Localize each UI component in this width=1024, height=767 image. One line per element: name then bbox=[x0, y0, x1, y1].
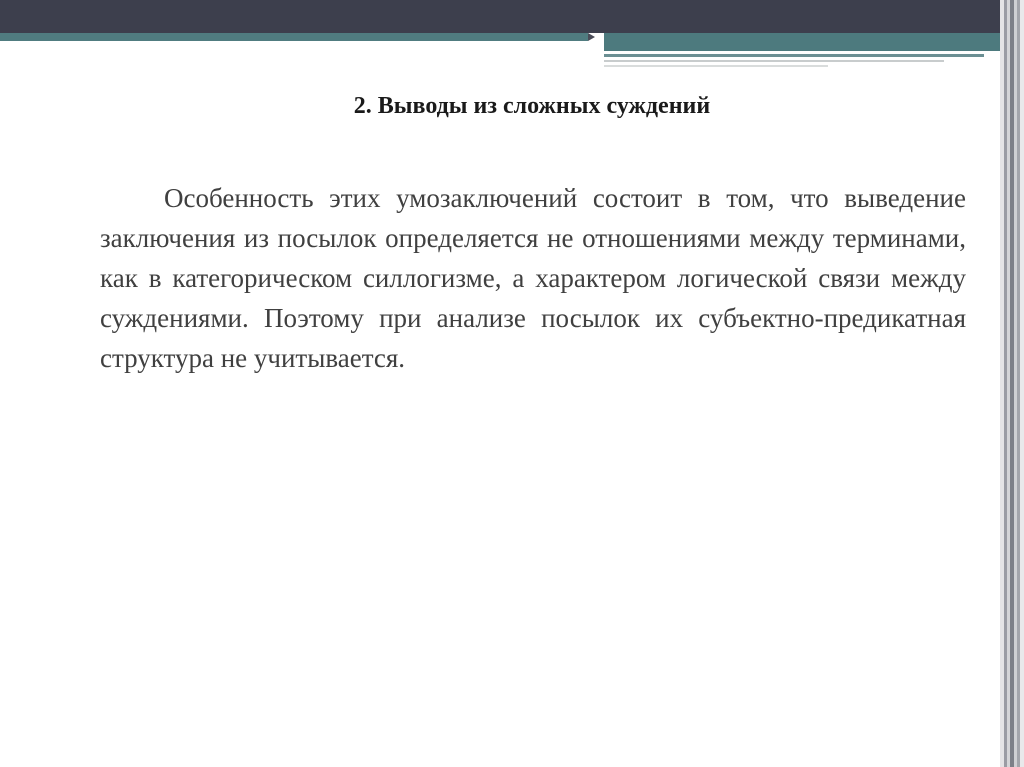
arrow-icon bbox=[588, 33, 595, 41]
top-teal-band-right bbox=[604, 33, 1024, 51]
decorative-line bbox=[604, 60, 944, 62]
top-teal-band-left bbox=[0, 33, 588, 41]
slide-body-text: Особенность этих умозаключений состоит в том, что выведение заключения из посылок определяется не отношениями между терминами, как в категорическом силлогизме, а характером логической связи между суждениями. Поэтому при анализе посылок их субъектно-предикатная структура не учитывается. bbox=[100, 183, 966, 373]
stripe bbox=[1020, 0, 1024, 767]
decorative-line bbox=[604, 54, 984, 57]
slide-title: 2. Выводы из сложных суждений bbox=[353, 93, 711, 119]
decorative-line bbox=[604, 65, 828, 67]
right-stripes bbox=[1000, 0, 1024, 767]
top-dark-band bbox=[0, 0, 1024, 33]
